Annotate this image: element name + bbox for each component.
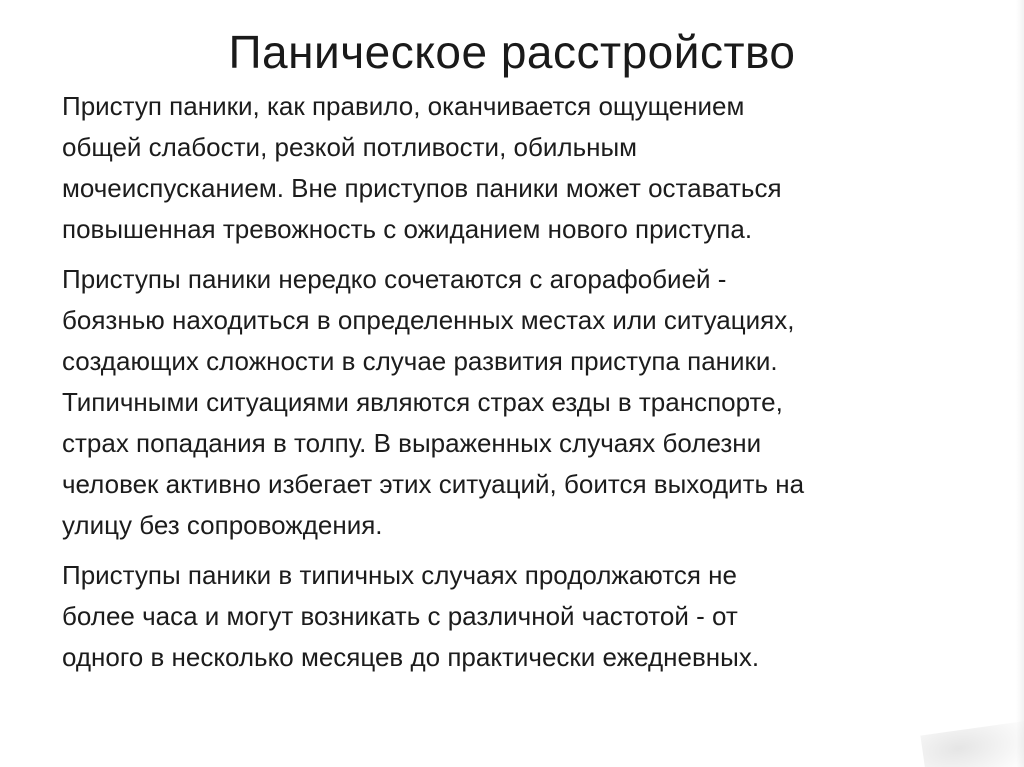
page-curl-shadow (920, 719, 1024, 767)
page-edge-shadow (1016, 0, 1024, 767)
paragraph-agoraphobia: Приступы паники нередко сочетаются с агорафобией - боязнью находиться в определенных местах или ситуациях, создающих сложности в случае развития приступа паники. Типичными ситуациями являются страх езды в транспорте, страх попадания в толпу. В выраженных случаях болезни человек активно избегает этих ситуаций, боится выходить на улицу без сопровождения. (62, 264, 805, 540)
paragraph-panic-attack-end: Приступ паники, как правило, оканчивается ощущением общей слабости, резкой потливости, обильным мочеиспусканием. Вне приступов паники может оставаться повышенная тревожность с ожиданием нового приступа. (62, 91, 782, 244)
paragraph-frequency: Приступы паники в типичных случаях продолжаются не более часа и могут возникать с различной частотой - от одного в несколько месяцев до практически ежедневных. (62, 560, 760, 672)
slide-body (62, 86, 962, 687)
slide-title: Паническое расстройство (228, 26, 796, 78)
